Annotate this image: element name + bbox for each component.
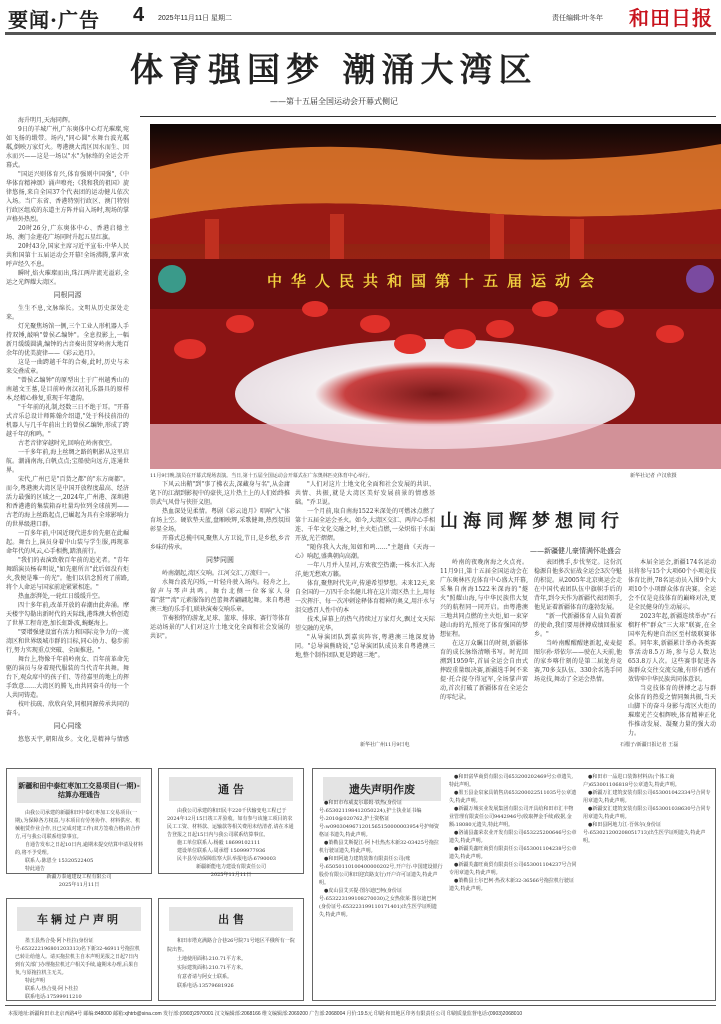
paragraph: 岭南的夜晚南海之火点亮。11月9日,第十五届全国运动会在广东奥林匹克体育中心盛大开幕,采集自南海1522米深海的"燧火"照耀山海,与中华民族伟大复兴的航程同一同开启。由粤港澳三地共同点燃的主火炬,如一束穿越山海的光,照亮了体育强国的梦想征程。 <box>440 559 528 638</box>
masthead <box>8 0 713 34</box>
paragraph: 一年八月并入星河,方欢夜空热潮;一株水汇入海洋,她无愁欢万籁。 <box>295 562 435 578</box>
lead-story-column-3 <box>295 480 435 750</box>
ad-detail: 联系电话:13579681926 <box>177 983 234 989</box>
lost-item: ●墨玉县金泉家具销售店653200022511035号公章遗失,特此声明。 <box>449 790 577 804</box>
ad-contact: 建设单位联系人:周承缙 15099977936 <box>177 848 266 854</box>
second-story-column-3 <box>628 558 716 738</box>
opening-ceremony-photo <box>150 124 721 469</box>
lost-item: ●和田市布威麦尔耶姆·铁热(身份证号:653021198412050224),护士执业证书编号:2010@020762,护士资格证号:w0903049671201565150000003954号护师资格证书遗失,特此声明。 <box>319 800 440 838</box>
publication-date: 2025年11月11日 星期二 <box>158 15 233 22</box>
ad-paragraph: 自通告发布之日起10日内,逾期未提交结算申请及材料的,将不予受理。 <box>15 842 143 856</box>
ad-company: 新疆新能电力建设有限责任公司 <box>195 864 266 870</box>
paragraph: 海升明月,天海同辉。 <box>18 117 74 124</box>
paragraph: "国运兴则体育兴,体育强则中国强",《中华体育精神颂》涌声嘹亮;《我和我的祖国》旋律悠扬,来自全国37个代表团的运动健儿依次入场。当广东省、香港特别行政区、澳门特别行政区组成的东道主方阵并肩入场时,现场的掌声格外热烈。 <box>6 171 129 223</box>
paragraph: 20时43分,国家主席习近平宣布:中华人民共和国第十五届运动会开幕!全场沸腾,掌声欢呼声经久不息。 <box>6 243 129 268</box>
paragraph: 本届全运会,新疆174名运动员将参与15个大项60个小项竞技体育比拼,78名运动员入围9个大项10个小项群众体育决赛。全运会不仅是竞技体育的巅峰对决,更是全民健身的生动展示。 <box>628 559 716 611</box>
paragraph: "要增强建设富有活力和国际竞争力的一流湾区和世界级城市群的目标,同心协力、稳步前行,努力实现重点突破、全面推进。" <box>6 629 129 654</box>
paragraph: 热血深处见柔情。粤剧《彩云追月》唱响"入"体育场上空。硬软垫天蓝,盘厢映辉,采歌健舞,热烈氛围彰显全场。 <box>150 508 290 533</box>
paragraph: 9日的羊城广州,广东奥体中心灯光璀璨,宛如飞扬的缎带。场内,"同心圆"水舞台波光粼粼,倒映万家灯火。粤港澳大湾区因水而生、因水而兴——这是一场以"水"为脉络的全运会开幕式。 <box>6 126 129 169</box>
ad-company: 新疆万泰通建设工程有限公司 <box>46 874 112 880</box>
masthead-divider <box>5 32 716 35</box>
ad-detail: 有意者请与阿女士联系。 <box>177 974 233 980</box>
paragraph: 四十多年前,改革开放的春潮由此奔涌。摩天楼宇勾勒出新时代的天际线,港珠澳大桥创造了世界工程奇迹,加长虹卧波,蜿蜒海上。 <box>6 602 129 627</box>
ad-paragraph: 墨玉县热合曼·阿卜杜拉(身份证号:653222196801203313)名下新32-46911号拖拉机已转让给他人。请买拖拉机主自本声明见报之日起7日内到有关部门办理拖拉机过户相关手续,逾期未办理,后果自负,与原拖拉机主无关。 <box>15 938 140 976</box>
paragraph: 水舞台波光闪烁,一叶轻舟驶入场内。轻舟之上,留声与琴声共鸣。舞台北侧一位客家人身着"湛""湾"元素服饰的芭蕾舞者翩翩起舞。来自粤港澳三地的乐手们,联袂演奏交响乐章。 <box>150 579 290 613</box>
ad-paragraph: 由我公司承建的和田民丰220千伏输变电工程已于2024年12月15日竣工并验收。如有参与该施工项目的农民工工资、材料款、运输款等相关费用未结清者,请在本通告登报之日起15日内与我公司联系结算事宜。 <box>167 808 294 838</box>
paragraph: "曾侯乙编钟"的原型出土于广州越秀山的南越文王墓,是目前岭南汉初礼乐器具的原样本,经精心修复,重现千年遗韵。 <box>6 377 129 402</box>
paragraph: 一百多年前,中国近现代进步的先驱在此崛起。舞台上,演员身着中山装与学生服,再现革命年代的风云,心手相携,踏浪前行。 <box>6 530 129 555</box>
ad-contact: 民丰县劳动保障监察大队举报电话:6790003 <box>177 856 276 862</box>
section-heading: 同心同缘 <box>53 722 82 730</box>
ad-title: 车辆过户声明 <box>17 907 141 931</box>
paragraph: "千年前的礼制,经数三日不绝于耳。"开幕式音乐总设计师陈翰介绍道,"处于科技前沿的机器人与几千年前出土的曾侯乙编钟,形成了跨越千年的和鸣。" <box>6 404 129 438</box>
paragraph: 瞬时,焰火璀璨而出,珠江两岸流光溢彩,全运之光辉耀大湾区。 <box>6 270 129 286</box>
ad-contact: 联系人:热合曼·阿卜杜拉 <box>25 986 79 992</box>
paragraph: 生生不息,文脉绵长。文明从历史深处走来。 <box>6 305 129 321</box>
lost-notices <box>312 768 716 1001</box>
ad-title: 通 告 <box>169 777 293 801</box>
footer-divider <box>5 1005 716 1006</box>
section-heading: 同根同源 <box>53 291 82 299</box>
paragraph: 在这万众瞩目的时刻,新疆体育的成长脉络清晰书写。时光回溯到1959年,首届全运会自由式摔跤重量级决赛,新疆选手阿不来提·托合提夺得冠军,全场掌声雷动,首次打破了新疆体育在全运会的零纪录。 <box>440 640 528 701</box>
paragraph: 古老音律穿越时光,回响在岭南夜空。 <box>18 440 116 447</box>
ad-for-sale <box>158 898 304 1001</box>
ad-detail: 实际建筑面积:210.71平方米。 <box>177 965 247 971</box>
footer-info: 本报地址:新疆和田市北京西路4号 邮编:848000 邮箱:xjhtrb@sina.com 发行部:(0903)2970001 汉文编辑部:2068166 维文编辑部:2069200 广告部:2068004 月价:19.5元 印刷:和田地区印务有限责任公司 印刷质量监督电话:(0903)2068010 <box>8 1011 523 1017</box>
photo-caption: 11月9日晚,演员在开幕式现场表演。当日,第十五届全国运动会开幕式在广东奥林匹克体育中心举行。 <box>150 473 373 479</box>
lost-item: ●皮山县艾买提·图尔迪巴柯(身份证号:653223199108270030)之女热依莱·图尔迪巴柯(身份证号:653223199110171401)出生医学证明遗失,特此声明。 <box>319 888 437 918</box>
page-number: 4 <box>133 4 145 26</box>
stadium-banner: 中华人民共和国第十五届运动会 <box>266 272 604 290</box>
paragraph: 当竞技体育的拼搏之志与群众体育的热爱之情同频共振,当天山脚下的奋斗身影与湾区火炬的璀璨光芒交相辉映,体育精神正化作推动发展、凝聚力量的强大动力。 <box>628 685 716 737</box>
second-story-column-1 <box>440 558 528 750</box>
paragraph: "我们的表演致敬百年前的追光者。"青年舞蹈演员杨春明说,"如先驱所言"此后如没有炬火,我便是唯一的光"。他们以信念照亮了前路,将个人命运与国家前途紧紧相连。" <box>6 557 129 591</box>
lost-notices-title: 遗失声明作废 <box>323 777 441 801</box>
paragraph: 20时26分,广东奥体中心、香港启德主场、澳门金莲花广场同时升起五星红旗。 <box>6 225 129 241</box>
photo-credit: 新华社记者 卢汉欣摄 <box>630 473 677 479</box>
ad-phone: 联系电话:17599911210 <box>25 994 82 1000</box>
paragraph: 热血澎湃处,一轮红日缓缓升空。 <box>18 593 104 600</box>
paragraph: 岭南潮起,湾区交响。江河交汇,万流归一。 <box>162 570 274 577</box>
ad-date: 2025年11月11日 <box>210 872 252 878</box>
ad-vehicle-transfer <box>6 898 152 1001</box>
ad-contact: 联系人:陈恩全 15320522405 <box>25 858 94 864</box>
lost-item: ●新疆万城实业发展集团有限公司开具给和田市汇丰物业管理有限责任公司9442946号(收取押金手续)收据,金额:18080元遗失,特此声明。 <box>449 806 574 828</box>
paragraph: 舞台上,物像千年前岭南女、百年前革命先驱的演员与身着现代服装的当代青年共舞。舞台下,观众席中的孩子们、等待嘉里的地上的挥手致意……大湾区的腾飞,由共同奋斗的每一个人共同铸造。 <box>6 656 129 699</box>
lost-item: ●策勒县艾斯提江·阿卜杜热杰木新32-03425号拖拉机行驶证遗失,特此声明。 <box>319 840 439 854</box>
paragraph: 一千多年前,海上丝绸之路的帆影从这里启航。潮涌南海,白帆点点;宝船驶向远方,连通世界。 <box>6 449 129 474</box>
ad-title: 新疆和田中泰红枣加工交易项目(一期)-结算办理通告 <box>17 777 141 803</box>
stadium-image <box>150 124 721 469</box>
lost-item: ●新疆安汇建筑安装有限公司653001038630号合同专用章遗失,特此声明。 <box>583 806 711 820</box>
paragraph: 枝叶扶疏、欣欣向荣,同根同源传承共同的奋斗。 <box>6 701 129 717</box>
lead-headline: 体育强国梦 潮涌大湾区 <box>130 50 538 89</box>
lead-subheadline: ——第十五届全国运动会开幕式侧记 <box>270 97 398 106</box>
second-story-column-2 <box>534 558 622 750</box>
lost-item: ●洛浦县鑫荣农业开发有限公司653225200646号公章遗失,特此声明。 <box>449 830 577 844</box>
lead-story-column-1 <box>6 116 129 744</box>
ad-settlement-notice <box>6 768 152 888</box>
headline-divider <box>140 116 716 117</box>
paragraph: 下风云出鞘"到"事了拂衣去,深藏身与名",从金庸笔下的江湖到影视中的豪侠,这片热土上的人们始终推崇武气风骨与侠肝义胆。 <box>150 481 290 506</box>
paragraph: 表团携手,步伐坚定。这份沉稳源自他多次征战全运会3次夺魁的积淀。从2005年北京奥运会走在中国代表团队伍中旗帜手后的背年,到今天作为新疆代表团领手,他见证着新疆体育的蓬勃发展。 <box>534 559 622 611</box>
ad-date: 2025年11月11日 <box>58 882 100 888</box>
lost-item: ●和田市一品进口装饰材料店(个体工商户)653001106818号公章遗失,特此声明。 <box>583 774 680 788</box>
ad-contact: 施工单位联系人:杨毅 18699102111 <box>177 840 261 846</box>
lost-item: ●新疆万汇建筑安装有限公司653001042334号合同专用章遗失,特此声明。 <box>583 790 711 804</box>
games-emblem-right <box>686 265 714 293</box>
paragraph: 灯光聚焦场馆一侧,三个工业人形机器人手持双锤,敲响"曾侯乙编钟"。全息投影上,一幅新月缓缓圆满,编钟的古音奏出贯穿岭南大地百余年的优美旋律——《彩云追月》。 <box>6 323 129 357</box>
paragraph: 开幕式总揽中国,聚焦人方卫说,节日,是乡愁,乡音乡味的传承。 <box>150 535 290 551</box>
ad-payment-notice <box>158 768 304 878</box>
newspaper-logo: 和田日报 <box>629 6 713 30</box>
paragraph: 悠悠天宇,朝阳故乡。文化,是精神与情感 <box>18 736 129 743</box>
paragraph: 这是一曲跨越千年的合奏,此时,历史与未来交叠成章。 <box>6 359 129 375</box>
ad-notice: 特此声明 <box>25 978 46 984</box>
lost-item: ●新疆芙鑫旺商贸有限责任公司653001104237号合同专用章遗失,特此声明。 <box>449 862 577 876</box>
ad-title: 出 售 <box>169 907 293 931</box>
paragraph: "新一代新疆体育人肩负着新的使命,我们要用拼搏成绩回报家乡。" <box>534 613 622 638</box>
ad-detail: 土地使用面积:210.71平方米。 <box>177 956 247 962</box>
paragraph: 节奏独特的游龙,足球、篮球、排球、赛行等体育运动场景的"人们对这片土地文化全面和社会发展的共识"。 <box>150 615 290 640</box>
lost-item: ●和田富华商贸有限公司653200202469号公章遗失,特此声明。 <box>449 774 574 788</box>
paragraph: "随你我入大海,知如和鸣……"主题曲《天海一心》响起,盛典朝向高潮。 <box>295 544 435 560</box>
paragraph: "人们对这片土地文化全面和社会发展的共识、共情、共振,就是大湾区美好发展前景的情感基础。"乔卫说。 <box>295 481 435 506</box>
lost-item: ●和田县阿地力江·吾休尔(身份证号:653021200208051713)出生医学证明遗失,特此声明。 <box>583 822 706 844</box>
section-title: 要闻·广告 <box>8 8 100 32</box>
lost-item: ●和田阿迪力建筑装饰有限责任公司(账号:65050110100400000202号,开户行:中国建设银行股份有限公司和田迎宾路支行)开户许可证遗失,特此声明。 <box>319 856 443 886</box>
ad-paragraph: 由我公司承建的新疆和田中泰红枣加工交易项目(一期),为保障各方权益,与本项目有劳务协作、材料供应、机械租赁作业合作,且已完成对建工作(双方签收合格)的合作方,可与我公司联系结算事宜。 <box>15 810 141 840</box>
paragraph: 2023年起,新疆连续举办"石榴籽杯"群众"三大球"联赛,在全国率先构建自治区至村级联赛体系。同年来,新疆累计举办各类赛事活动8.5万场,参与总人数达653.8万人次。这些赛事促进各族群众交往交流交融,有形有感有效铸牢中华民族共同体意识。 <box>628 613 716 683</box>
lead-story-byline: 新华社广州11月9日电 <box>360 742 410 748</box>
second-story-byline: 石榴子/新疆日报记者 王磊 <box>620 742 679 748</box>
second-subheadline: ——新疆健儿豪情满怀赴盛会 <box>530 547 621 555</box>
section-heading: 同梦同圆 <box>206 556 234 564</box>
lost-item: ●策勒县土尔巴柯·热孜木新32-36566号拖拉机行驶证遗失,特此声明。 <box>449 878 574 892</box>
paragraph: 技术,屏幕上的热气持续过万家灯火,飘过文天际望交融的光华。 <box>295 616 435 632</box>
lost-item: ●新疆芙鑫旺商贸有限责任公司653001104238号公章遗失,特此声明。 <box>449 846 577 860</box>
second-headline: 山海同辉梦想同行 <box>440 511 624 532</box>
responsible-editor: 责任编辑:叶冬年 <box>552 15 603 22</box>
paragraph: 一个月前,取自南海1522米深处的可燃冰点燃了第十五届全运会圣火。如今,大湾区交汇、两岸心手相连、千年文化交融之时,主火炬点燃,一朵炽焰于水面开放,光芒熠熠。 <box>295 508 435 542</box>
lead-story-column-2 <box>150 480 290 750</box>
ad-notice: 特此通告 <box>25 866 46 872</box>
paragraph: 当岭南醒醒醒建新起,麦麦提图尔孙·塔依尔——驶在人天前,他的家乡喀什刻的是第二届龙舟竞赛,70多支队伍、330余名选手同场竞技,舞动了全运会热情。 <box>534 640 622 683</box>
ad-paragraph: 和田市塔克满路合合巷26号院71号地区平俄所有一院院出售。 <box>167 938 295 953</box>
games-emblem-left <box>158 265 186 293</box>
paragraph: "从导演团队到嘉宾阵容,粤港澳三地深度协同。"总导演熊晓说,"总导演团队成员来自粤港澳三地,整个制作团队更是跨越三地"。 <box>295 634 435 659</box>
paragraph: 宋代,广州已是"百货之都"的"东方商都"。而今,粤港澳大湾区是中国开放程度最高、经济活力最强的区域之一,2024年,广州港、深圳港和香港港的集装箱吞吐量均位列全球前列——古老的海上丝路起点,已崛起为具有全球影响力的世界级港口群。 <box>6 476 129 528</box>
paragraph: 体育,聚焦时代先声,传递希望梦想。未来12天,来自全国的一万四千余名健儿将在这片湾区热土上,用每一次挥汗、每一次冲刺诠释体育精神的奥义,用汗水与泪交感召人性中的本 <box>295 580 435 614</box>
